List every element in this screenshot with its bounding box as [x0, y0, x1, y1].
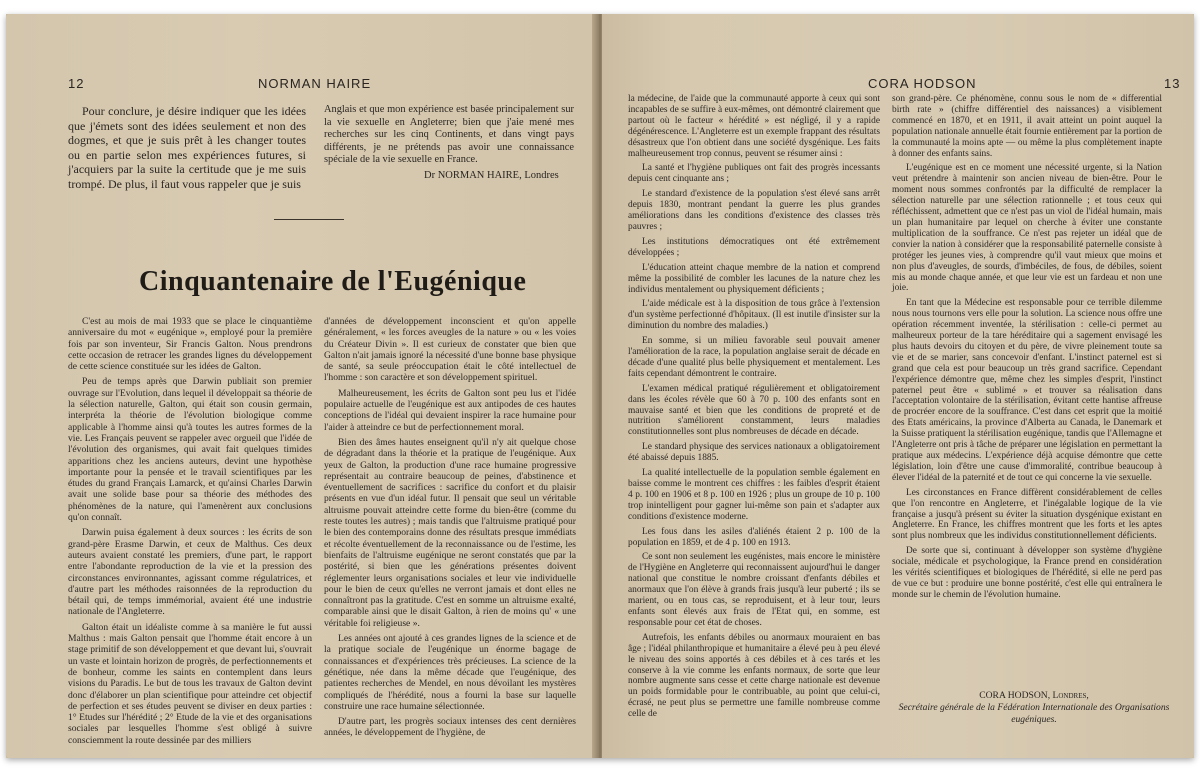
paragraph: De sorte que si, continuant à développer son système d'hygiène sociale, médicale et psychologique, la France prend en considération les vérités scientifiques et biologiques de l'hérédité, si elle ne perd pas de vue ce but : produire une bonne postérité, c'est elle qui entraînera le monde sur le chemin de l'évolution humaine.	[892, 546, 1162, 600]
paragraph: En tant que la Médecine est responsable pour ce terrible dilemme nous nous tournons vers elle pour la solution. La science nous offre une opération récemment inventée, la stérilisation : celle-ci permet au malheureux porteur de la tare héréditaire qui a sagement envisagé les plus hauts devoirs du citoyen et du père, de vivre pleinement toute sa vie et de se marier, sans concevoir d'enfant. L'instinct paternel est si grand que cela est pour beaucoup un très grand sacrifice. Cependant l'expérience démontre que, même chez les simples d'esprit, l'instinct paternel peut être « sublimé » et trouver sa réalisation dans l'acceptation volontaire de la stérilisation, évitant cette hantise affreuse de procréer encore de la souffrance. C'est dans cet esprit que la moitié des Etats américains, la province d'Alberta au Canada, le Danemark et la Suisse pratiquent la stérilisation eugénique, tandis que l'Allemagne et l'Angleterre ont pris à tâche de préparer une législation en permettant la pratique aux médecins. L'expérience déjà acquise démontre que cette législation, loin d'être une cause d'immoralité, contribue beaucoup à élever l'idéal de la paternité et de tout ce qui concerne la vie sexuelle.	[892, 298, 1162, 483]
paragraph: son grand-père. Ce phénomène, connu sous le nom de « differential birth rate » (chiffre différentiel des naissances) a visiblement commencé en 1870, et en 1911, il avait atteint un point auquel la population nationale annuelle était fournie entièrement par la portion de la communauté la moins apte — ou même la plus complètement inapte à donner des enfants sains.	[892, 94, 1162, 159]
paragraph: Bien des âmes hautes enseignent qu'il n'y ait quelque chose de dégradant dans la théorie et la pratique de l'eugénique. Aux yeux de Galton, la production d'une race humaine progressive représentait au contraire beaucoup de peines, d'abstinence et éventuellement de sacrifices : sacrifice du confort et du plaisir présents en vue d'un idéal futur. Il pensait que seul un véritable altruisme pouvait atteindre cette forme du bien-être (comme du reste toutes les autres) ; mais tandis que l'altruisme pratiqué pour le bien des contemporains donne des résultats presque immédiats et récolte éventuellement de la reconnaissance ou de l'estime, les bienfaits de l'altruisme eugénique ne seront constatés que par la postérité, si bien que les générations présentes doivent réglementer leurs organisations sociales et leur vie individuelle pour le bien de ceux qu'elles ne verront jamais et dont elles ne connaîtront pas la gratitude. C'est en somme un altruisme exalté, comparable ainsi que le disait Galton, à rien de moins qu' « une véritable foi religieuse ».	[324, 436, 576, 629]
section-divider	[274, 219, 344, 220]
left-page	[6, 14, 598, 758]
left-running-head: NORMAN HAIRE	[258, 76, 372, 91]
paragraph: Les institutions démocratiques ont été extrêmement développées ;	[628, 236, 880, 258]
article-title: Cinquantenaire de l'Eugénique	[139, 266, 527, 297]
author-title: Secrétaire générale de la Fédération Internationale des Organisations eugéniques.	[898, 702, 1170, 725]
right-page	[602, 14, 1194, 758]
paragraph: d'années de développement inconscient et qu'on appelle généralement, « les forces aveugles de la nature » ou « les voies du Créateur Divin ». Il est curieux de constater que bien que Galton n'ait jamais ignoré la nécessité d'une bonne base physique de santé, sa seule préoccupation était le côté intellectuel de l'homme : son caractère et son développement spirituel.	[324, 316, 576, 384]
prev-article-col2: Anglais et que mon expérience est basée principalement sur la vie sexuelle en Angleterre; bien que j'aie mené mes recherches sur les cinq Continents, et dans vingt pays différents, je ne prétends pas avoir une connaissance spéciale de la vie sexuelle en France.	[324, 104, 574, 166]
paragraph: Darwin puisa également à deux sources : les écrits de son grand-père Erasme Darwin, et ceux de Malthus. Ces deux auteurs avaient constaté les premiers, d'une part, le rapport entre l'abondante reproduction de la vie et la pression des circonstances environnantes, agissant comme régulatrices, et d'autre part les méthodes raisonnées de la reproduction du bétail qui, de temps immémorial, avaient été une industrie nationale de l'Angleterre.	[68, 527, 312, 618]
author-name: CORA HODSON, Londres,	[979, 690, 1089, 701]
paragraph: La santé et l'hygiène publiques ont fait des progrès incessants depuis cent cinquante ans ;	[628, 163, 880, 185]
right-page-number: 13	[1164, 76, 1181, 91]
paragraph: Le standard physique des services nationaux a obligatoirement été abaissé depuis 1885.	[628, 442, 880, 464]
article-col1	[68, 316, 312, 750]
prev-article-signature: Dr NORMAN HAIRE, Londres	[424, 170, 559, 181]
right-running-head: CORA HODSON	[868, 76, 977, 91]
paragraph: L'aide médicale est à la disposition de tous grâce à l'extension d'un système perfectionné d'hôpitaux. (Il est inutile d'insister sur la diminution du nombre des maladies.)	[628, 299, 880, 332]
paragraph: L'éducation atteint chaque membre de la nation et comprend même la possibilité de combler les lacunes de la nature chez les individus mentalement ou physiquement déficients ;	[628, 262, 880, 295]
right-col2	[892, 94, 1162, 605]
article-signature	[884, 690, 1184, 726]
right-col1	[628, 94, 880, 724]
paragraph: L'examen médical pratiqué régulièrement et obligatoirement dans les écoles révèle que 60 à 70 p. 100 des enfants sont en mauvaise santé et bien que les conditions de propreté et de nutrition s'améliorent constamment, leurs maladies constitutionnelles sont plus nombreuses de décade en décade.	[628, 383, 880, 438]
article-col2	[324, 316, 576, 743]
paragraph: la médecine, de l'aide que la communauté apporte à ceux qui sont incapables de se suffire à eux-mêmes, ont démontré clairement que partout où le facteur « hérédité » est négligé, il y a rapide dégénérescence. L'Angleterre est un exemple frappant des résultats désastreux que l'on obtient dans une société dysgénique. Les faits malheureusement trop connus, peuvent se résumer ainsi :	[628, 94, 880, 159]
paragraph: Ce sont non seulement les eugénistes, mais encore le ministère de l'Hygiène en Angleterre qui reconnaissent aujourd'hui le danger national que constitue le nombre croissant d'enfants débiles et anormaux que l'on élève à grands frais jusqu'à leur puberté ; ils se marient, ou en tous cas, se reproduisent, et à leur tour, leurs enfants sont élevés aux frais de l'Etat qui, en somme, est responsable pour cet état de choses.	[628, 552, 880, 628]
paragraph: Le standard d'existence de la population s'est élevé sans arrêt depuis 1830, montrant pendant la guerre les plus grandes améliorations dans les conditions d'existence des classes très pauvres ;	[628, 189, 880, 232]
prev-article-col1: Pour conclure, je désire indiquer que les idées que j'émets sont des idées seulement et non des dogmes, et que je suis prêt à les changer toutes ou en partie selon mes expériences futures, si j'acquiers par la suite la certitude que je me suis trompé. De plus, il faut vous rappeler que je suis	[68, 104, 306, 191]
paragraph: Autrefois, les enfants débiles ou anormaux mouraient en bas âge ; l'idéal philanthropique et humanitaire a élevé peu à peu élevé le niveau des soins apportés à ces débiles et à ces tarés et les conserve à la vie comme les enfants normaux, de sorte que leur nombre augmente sans cesse et cette charge nationale est devenue un poids formidable pour le contribuable, au point que celui-ci, écrasé, ne peut plus se permettre une famille nombreuse comme celle de	[628, 632, 880, 720]
paragraph: En somme, si un milieu favorable seul pouvait amener l'amélioration de la race, la population anglaise serait de décade en décade d'une qualité plus belle physiquement et mentalement. Les faits cependant démontrent le contraire.	[628, 336, 880, 379]
paragraph: Galton était un idéaliste comme à sa manière le fut aussi Malthus : mais Galton pensait que l'homme était encore à un stage primitif de son développement et que devant lui, s'ouvrait un vaste et lointain horizon de progrès, de perfectionnements et de bonheur, comme les saints en contemplent dans leurs visions du Paradis. Le but de tous les travaux de Galton devint donc d'élaborer un plan scientifique pour atteindre cet objectif de perfection et ses études peuvent se diviser en deux parties : 1° Etudes sur l'hérédité ; 2° Etude de la vie et des organisations sociales par lesquelles l'homme s'est obligé à suivre consciemment la route dessinée par des milliers	[68, 621, 312, 746]
paragraph: Malheureusement, les écrits de Galton sont peu lus et l'idée populaire actuelle de l'eugénique est aux antipodes de ces hautes conceptions de l'idéal qui devaient inspirer la race humaine pour l'aider à atteindre ce but de perfectionnement moral.	[324, 387, 576, 433]
paragraph: La qualité intellectuelle de la population semble également en baisse comme le montrent ces chiffres : les faibles d'esprit étaient 4 p. 100 en 1906 et 8 p. 100 en 1926 ; plus un groupe de 10 p. 100 trop inintelligent pour gagner lui-même son pain et s'adapter aux conditions d'existence moderne.	[628, 468, 880, 522]
left-page-number: 12	[68, 76, 85, 91]
paragraph: C'est au mois de mai 1933 que se place le cinquantième anniversaire du mot « eugénique », employé pour la première fois par son inventeur, Sir Francis Galton. Nous prendrons cette occasion de retracer les grandes lignes du développement de cette science constituée sur les idées de Galton.	[68, 316, 312, 373]
paragraph: Les circonstances en France diffèrent considérablement de celles que l'on rencontre en Angleterre, et l'inégalable logique de la vie française a jusqu'à présent su éviter la situation dysgénique existant en Angleterre. En France, les chiffres montrent que les forts et les aptes sont plus nombreux que les individus constitutionnellement déficients.	[892, 487, 1162, 542]
paragraph: L'eugénique est en ce moment une nécessité urgente, si la Nation veut prétendre à maintenir son ancien niveau de bien-être. Pour le moment nous sommes confrontés par la difficulté de remplacer la sélection naturelle par une sélection rationnelle ; et tous ceux qui réfléchissent, admettent que ce n'est pas un viol de l'idéal humain, mais un plan humanitaire par lequel on cherche à éviter une constante multiplication de la souffrance. Ce n'est pas rejeter un idéal que de convier la nation à considérer que la responsabilité paternelle consiste à protéger les jeunes vies, à comprendre qu'il vaut mieux que moins et non plus d'aveugles, de sourds, d'imbéciles, de fous, de débiles, soient mis au monde chaque année, et que leur vie est un fardeau et non une joie.	[892, 163, 1162, 294]
open-book-spread	[6, 14, 1194, 758]
paragraph: Peu de temps après que Darwin publiait son premier ouvrage sur l'Evolution, dans lequel il développait sa théorie de la sélection naturelle, Galton, qui était son cousin germain, interpréta la théorie de l'évolution biologique comme applicable à l'homme ainsi qu'à toutes les autres formes de la vie. Les Français peuvent se rappeler avec orgueil que l'idée de l'évolution des organismes, qui avait fait quelques timides apparitions chez les anciens auteurs, devint une hypothèse importante pour la pensée et le travail scientifiques par les études du grand Français Lamarck, et qu'ainsi Charles Darwin avait une solide base pour sa théorie des méthodes des phénomènes de la nature, qui l'amenèrent aux conclusions qu'on connaît.	[68, 376, 312, 524]
paragraph: Les fous dans les asiles d'aliénés étaient 2 p. 100 de la population en 1859, et de 4 p. 100 en 1913.	[628, 526, 880, 548]
paragraph: D'autre part, les progrès sociaux intenses des cent dernières années, le développement de l'hygiène, de	[324, 716, 576, 739]
paragraph: Les années ont ajouté à ces grandes lignes de la science et de la pratique sociale de l'eugénique un énorme bagage de connaissances et d'expériences très précieuses. La science de la génétique, née dans la même décade que l'eugénique, des patientes recherches de Mendel, en nous dévoilant les mystères compliqués de l'hérédité, nous a fourni la base sur laquelle construire une race humaine sélectionnée.	[324, 633, 576, 712]
